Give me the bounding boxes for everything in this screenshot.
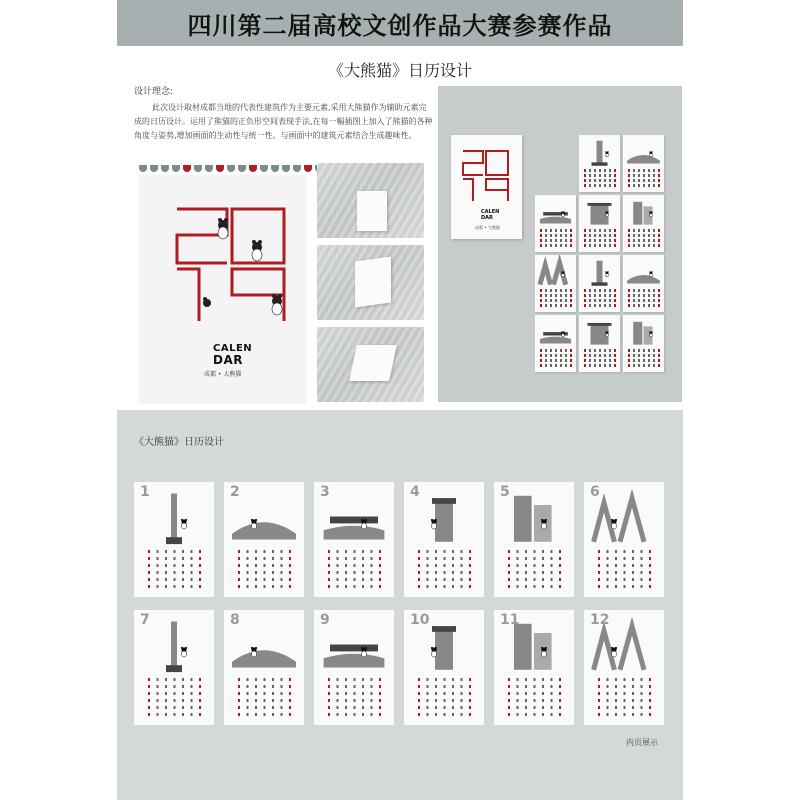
month-thumbnail bbox=[579, 315, 620, 372]
decorative-dot bbox=[194, 165, 202, 172]
brand-dar: DAR bbox=[213, 353, 243, 367]
decorative-dot bbox=[238, 165, 246, 172]
month-calendar-card bbox=[404, 610, 484, 725]
month-thumbnail bbox=[623, 135, 664, 192]
decorative-dot bbox=[216, 165, 224, 172]
month-calendar-card bbox=[584, 482, 664, 597]
month-thumbnail bbox=[535, 315, 576, 372]
month-calendar-card bbox=[314, 482, 394, 597]
cover-thumbnail-city: 成都 • 大熊猫 bbox=[475, 225, 500, 230]
decorative-dot bbox=[227, 165, 235, 172]
month-thumbnail bbox=[535, 195, 576, 252]
lower-section bbox=[117, 410, 683, 800]
decorative-dot bbox=[271, 165, 279, 172]
header-band bbox=[117, 0, 683, 46]
decorative-dot bbox=[205, 165, 213, 172]
month-calendar-card bbox=[494, 482, 574, 597]
month-calendar-card bbox=[134, 610, 214, 725]
month-thumbnail bbox=[535, 255, 576, 312]
decorative-dot bbox=[172, 165, 180, 172]
month-number: 1 bbox=[140, 484, 150, 500]
decorative-dot bbox=[304, 165, 312, 172]
photo-mockup-standing bbox=[317, 327, 424, 402]
brand-calen: CALEN bbox=[213, 343, 253, 354]
month-thumbnail bbox=[623, 195, 664, 252]
month-thumbnail bbox=[623, 255, 664, 312]
month-calendar-card bbox=[404, 482, 484, 597]
month-calendar-card bbox=[584, 610, 664, 725]
month-thumbnail bbox=[579, 195, 620, 252]
decorative-dot bbox=[282, 165, 290, 172]
concept-label: 设计理念: bbox=[134, 87, 174, 97]
month-number: 10 bbox=[410, 612, 430, 628]
decorative-dot bbox=[183, 165, 191, 172]
month-number: 9 bbox=[320, 612, 330, 628]
month-number: 4 bbox=[410, 484, 420, 500]
month-calendar-card bbox=[494, 610, 574, 725]
cover-thumbnail bbox=[451, 135, 522, 239]
month-calendar-card bbox=[134, 482, 214, 597]
decorative-dot bbox=[293, 165, 301, 172]
month-calendar-card bbox=[224, 482, 304, 597]
poster-title: 四川第二届高校文创作品大赛参赛作品 bbox=[187, 11, 613, 40]
month-number: 6 bbox=[590, 484, 600, 500]
decorative-dot bbox=[139, 165, 147, 172]
lower-section-title: 《大熊猫》日历设计 bbox=[134, 437, 224, 448]
photo-mockup-angled bbox=[317, 245, 424, 320]
month-number: 2 bbox=[230, 484, 240, 500]
decorative-dot-row bbox=[139, 165, 334, 172]
decorative-dot bbox=[161, 165, 169, 172]
month-number: 7 bbox=[140, 612, 150, 628]
month-thumbnail bbox=[579, 135, 620, 192]
month-number: 8 bbox=[230, 612, 240, 628]
inner-page-caption: 内页展示 bbox=[626, 738, 658, 747]
cover-thumbnail-brand: CALEN DAR bbox=[481, 209, 500, 221]
poster bbox=[117, 0, 683, 800]
decorative-dot bbox=[249, 165, 257, 172]
design-subtitle: 《大熊猫》日历设计 bbox=[327, 61, 472, 80]
month-calendar-card bbox=[224, 610, 304, 725]
month-number: 5 bbox=[500, 484, 510, 500]
cover-city: 成都 • 大熊猫 bbox=[204, 371, 242, 378]
decorative-dot bbox=[150, 165, 158, 172]
month-number: 12 bbox=[590, 612, 610, 628]
month-thumbnail bbox=[623, 315, 664, 372]
decorative-dot bbox=[260, 165, 268, 172]
month-number: 11 bbox=[500, 612, 520, 628]
month-thumbnail bbox=[579, 255, 620, 312]
month-number: 3 bbox=[320, 484, 330, 500]
month-calendar-card bbox=[314, 610, 394, 725]
photo-mockup-desk bbox=[317, 163, 424, 238]
concept-text: 此次设计取材成都当地的代表性建筑作为主要元素,采用大熊猫作为辅助元素完成的日历设计。运用了熊猫的正负形空间表现手法,在每一幅插图上加入了熊猫的各种角度与姿势,增加画面的生动性与统一性。与画面中的建筑元素结合生成趣味性。 bbox=[134, 103, 433, 140]
